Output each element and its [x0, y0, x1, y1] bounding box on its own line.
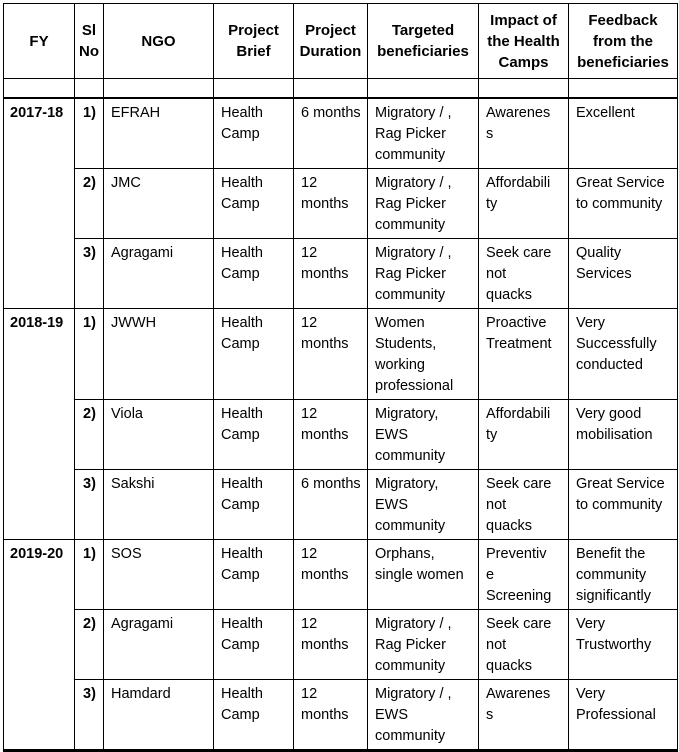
table-row [4, 168, 678, 238]
table-row [4, 399, 678, 469]
cell-fy: 2018-19 [4, 308, 75, 539]
cell-feedback: Excellent [569, 98, 678, 169]
column-header-fy: FY [4, 4, 75, 79]
spacer-cell [4, 79, 75, 98]
cell-project-brief: Health Camp [214, 609, 294, 679]
cell-project-brief: Health Camp [214, 308, 294, 399]
column-header-impact: Impact of the Health Camps [479, 4, 569, 79]
cell-sl-no: 3) [75, 469, 104, 539]
cell-project-duration: 6 months [294, 98, 368, 169]
cell-sl-no: 2) [75, 168, 104, 238]
cell-feedback: Great Service to community [569, 168, 678, 238]
cell-project-brief: Health Camp [214, 469, 294, 539]
cell-targeted-beneficiaries: Orphans, single women [368, 539, 479, 609]
cell-targeted-beneficiaries: Women Students, working professional [368, 308, 479, 399]
cell-targeted-beneficiaries: Migratory / , Rag Picker community [368, 168, 479, 238]
cell-project-brief: Health Camp [214, 399, 294, 469]
cell-ngo: Viola [104, 399, 214, 469]
spacer-cell [214, 79, 294, 98]
column-header-feedback: Feedback from the beneficiaries [569, 4, 678, 79]
column-header-ngo: NGO [104, 4, 214, 79]
cell-targeted-beneficiaries: Migratory, EWS community [368, 469, 479, 539]
cell-sl-no: 1) [75, 308, 104, 399]
spacer-cell [104, 79, 214, 98]
cell-targeted-beneficiaries: Migratory / , Rag Picker community [368, 98, 479, 169]
cell-impact: Affordability [479, 168, 569, 238]
cell-project-duration: 12 months [294, 399, 368, 469]
table-row [4, 679, 678, 750]
cell-feedback: Very Trustworthy [569, 609, 678, 679]
cell-project-brief: Health Camp [214, 168, 294, 238]
cell-feedback: Very good mobilisation [569, 399, 678, 469]
table-row [4, 308, 678, 399]
cell-sl-no: 2) [75, 399, 104, 469]
spacer-cell [479, 79, 569, 98]
column-header-sl-no: Sl No [75, 4, 104, 79]
cell-targeted-beneficiaries: Migratory / , Rag Picker community [368, 238, 479, 308]
spacer-cell [75, 79, 104, 98]
table-row [4, 609, 678, 679]
cell-ngo: JMC [104, 168, 214, 238]
spacer-cell [368, 79, 479, 98]
cell-project-duration: 12 months [294, 238, 368, 308]
cell-impact: Awareness [479, 98, 569, 169]
cell-sl-no: 3) [75, 238, 104, 308]
cell-project-duration: 12 months [294, 308, 368, 399]
cell-feedback: Benefit the community significantly [569, 539, 678, 609]
cell-impact: Preventive Screening [479, 539, 569, 609]
cell-project-brief: Health Camp [214, 238, 294, 308]
cell-ngo: JWWH [104, 308, 214, 399]
cell-project-brief: Health Camp [214, 679, 294, 750]
cell-sl-no: 3) [75, 679, 104, 750]
health-camps-table [3, 3, 678, 752]
cell-project-brief: Health Camp [214, 539, 294, 609]
spacer-cell [294, 79, 368, 98]
cell-impact: Awareness [479, 679, 569, 750]
cell-ngo: Hamdard [104, 679, 214, 750]
spacer-cell [569, 79, 678, 98]
cell-ngo: SOS [104, 539, 214, 609]
cell-impact: Seek care not quacks [479, 469, 569, 539]
cell-impact: Seek care not quacks [479, 609, 569, 679]
cell-fy: 2019-20 [4, 539, 75, 750]
cell-project-duration: 6 months [294, 469, 368, 539]
cell-sl-no: 1) [75, 98, 104, 169]
column-header-project-duration: Project Duration [294, 4, 368, 79]
cell-fy: 2017-18 [4, 98, 75, 309]
table-row [4, 238, 678, 308]
cell-project-duration: 12 months [294, 679, 368, 750]
table-header-row [4, 4, 678, 79]
table-row [4, 98, 678, 169]
cell-feedback: Very Professional [569, 679, 678, 750]
cell-feedback: Great Service to community [569, 469, 678, 539]
cell-sl-no: 1) [75, 539, 104, 609]
column-header-project-brief: Project Brief [214, 4, 294, 79]
cell-ngo: Agragami [104, 609, 214, 679]
cell-feedback: Quality Services [569, 238, 678, 308]
cell-project-duration: 12 months [294, 168, 368, 238]
table-row [4, 469, 678, 539]
column-header-targeted-beneficiaries: Targeted beneficiaries [368, 4, 479, 79]
cell-project-brief: Health Camp [214, 98, 294, 169]
cell-project-duration: 12 months [294, 539, 368, 609]
cell-ngo: Sakshi [104, 469, 214, 539]
cell-targeted-beneficiaries: Migratory / , EWS community [368, 679, 479, 750]
cell-targeted-beneficiaries: Migratory / , Rag Picker community [368, 609, 479, 679]
cell-ngo: EFRAH [104, 98, 214, 169]
cell-sl-no: 2) [75, 609, 104, 679]
cell-feedback: Very Successfully conducted [569, 308, 678, 399]
cell-impact: Seek care not quacks [479, 238, 569, 308]
spacer-row [4, 79, 678, 98]
cell-ngo: Agragami [104, 238, 214, 308]
cell-impact: Proactive Treatment [479, 308, 569, 399]
cell-targeted-beneficiaries: Migratory, EWS community [368, 399, 479, 469]
table-row [4, 539, 678, 609]
cell-project-duration: 12 months [294, 609, 368, 679]
cell-impact: Affordability [479, 399, 569, 469]
